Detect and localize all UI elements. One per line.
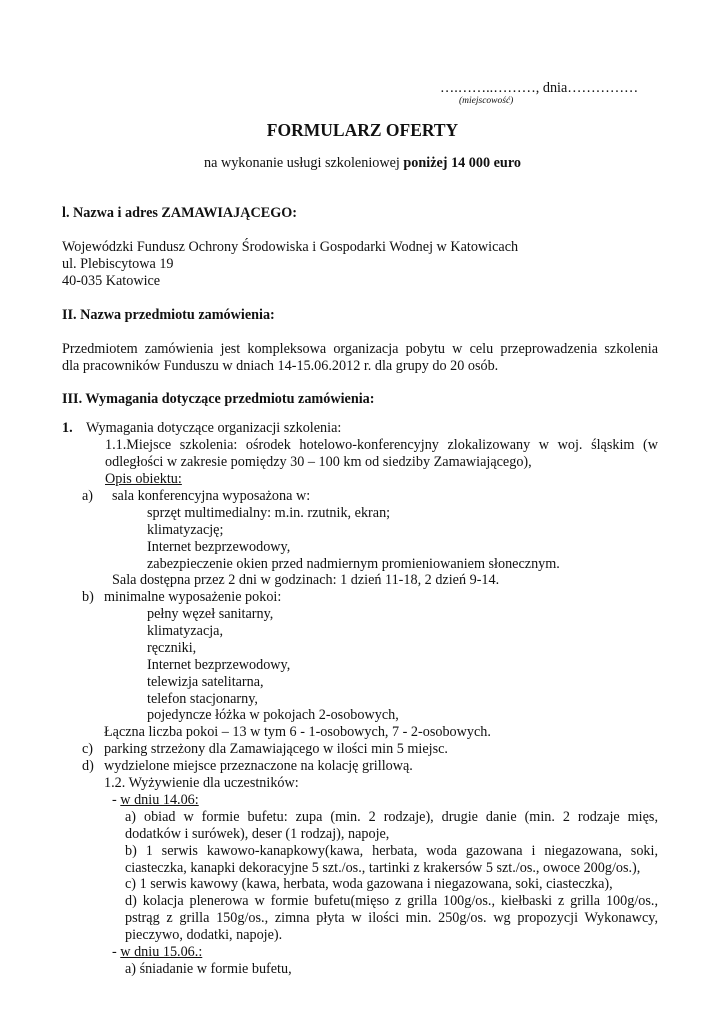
place-label: (miejscowość) bbox=[459, 96, 514, 106]
document-subtitle bbox=[0, 155, 725, 172]
section1-heading: l. Nazwa i adres ZAMAWIAJĄCEGO: bbox=[62, 205, 298, 221]
day1-heading bbox=[112, 792, 199, 809]
section2-heading: II. Nazwa przedmiotu zamówienia: bbox=[62, 307, 275, 323]
section2-line: Przedmiotem zamówienia jest kompleksowa organizacja pobytu w celu przeprowadzenia szkolenia bbox=[62, 341, 658, 357]
day1-item: c) 1 serwis kawowy (kawa, herbata, woda gazowana i niegazowana, soki, ciasteczka), bbox=[125, 876, 613, 892]
item-c-text: parking strzeżony dla Zamawiającego w ilości min 5 miejsc. bbox=[104, 741, 448, 757]
day2-heading bbox=[112, 944, 202, 961]
item-b-entry: telefon stacjonarny, bbox=[147, 691, 258, 707]
object-description-label: Opis obiektu: bbox=[105, 471, 182, 487]
day1-item: dodatków i surówek), deser (1 rodzaj), napoje, bbox=[125, 826, 390, 842]
item-a-entry: zabezpieczenie okien przed nadmiernym promieniowaniem słonecznym. bbox=[147, 556, 560, 572]
day1-label: w dniu 14.06: bbox=[120, 792, 199, 808]
item-a-entry: klimatyzację; bbox=[147, 522, 224, 538]
day1-dash: - bbox=[112, 792, 121, 808]
item-b-label: b) bbox=[82, 589, 94, 605]
day1-item: d) kolacja plenerowa w formie bufetu(mięso z grilla 100g/os., kiełbaski z grilla 100g/os., bbox=[125, 893, 658, 909]
item-b-entry: telewizja satelitarna, bbox=[147, 674, 264, 690]
day1-item: ciasteczka, kanapki dekoracyjne 5 szt./os., tartinki z krakersów 5 szt./os., owoce 200g/os.), bbox=[125, 860, 641, 876]
item-a-entry: Internet bezprzewodowy, bbox=[147, 539, 291, 555]
item-d-text: wydzielone miejsce przeznaczone na kolację grillową. bbox=[104, 758, 413, 774]
section3-heading: III. Wymagania dotyczące przedmiotu zamówienia: bbox=[62, 391, 375, 407]
day1-item: pstrąg z grilla 150g/os., zimna płyta w ilości min. 250g/os. wg propozycji Wykonawcy, bbox=[125, 910, 658, 926]
day2-dash: - bbox=[112, 944, 121, 960]
section1-line: 40-035 Katowice bbox=[62, 273, 161, 289]
subtitle-bold: poniżej 14 000 euro bbox=[403, 155, 521, 171]
item1 bbox=[62, 420, 341, 437]
food-heading: 1.2. Wyżywienie dla uczestników: bbox=[104, 775, 299, 791]
day1-item: a) obiad w formie bufetu: zupa (min. 2 rodzaje), drugie danie (min. 2 rodzaje mięs, bbox=[125, 809, 658, 825]
document-title: FORMULARZ OFERTY bbox=[266, 120, 459, 140]
section1-line: Wojewódzki Fundusz Ochrony Środowiska i Gospodarki Wodnej w Katowicach bbox=[62, 239, 519, 255]
item-b-note: Łączna liczba pokoi – 13 w tym 6 - 1-osobowych, 7 - 2-osobowych. bbox=[104, 724, 491, 740]
item-b-text: minimalne wyposażenie pokoi: bbox=[104, 589, 282, 605]
item-b-entry: ręczniki, bbox=[147, 640, 197, 656]
item-b-entry: pełny węzeł sanitarny, bbox=[147, 606, 274, 622]
item-a-text: sala konferencyjna wyposażona w: bbox=[112, 488, 311, 504]
day1-item: pieczywo, dodatki, napoje). bbox=[125, 927, 283, 943]
section2-line: dla pracowników Funduszu w dniach 14-15.06.2012 r. dla grupy do 20 osób. bbox=[62, 358, 499, 374]
day2-label: w dniu 15.06.: bbox=[120, 944, 203, 960]
item-b-entry: pojedyncze łóżka w pokojach 2-osobowych, bbox=[147, 707, 399, 723]
item-a-note: Sala dostępna przez 2 dni w godzinach: 1 dzień 11-18, 2 dzień 9-14. bbox=[112, 572, 500, 588]
item-a-label: a) bbox=[82, 488, 94, 504]
place-line: 1.1.Miejsce szkolenia: ośrodek hotelowo-konferencyjny zlokalizowany w woj. śląskim (w bbox=[105, 437, 658, 453]
item-d-label: d) bbox=[82, 758, 94, 774]
item1-number: 1. bbox=[62, 420, 73, 436]
subtitle-text: na wykonanie usługi szkoleniowej bbox=[204, 155, 404, 171]
day2-item: a) śniadanie w formie bufetu, bbox=[125, 961, 292, 977]
item-b-entry: klimatyzacja, bbox=[147, 623, 224, 639]
date-line: ….……..………, dnia…………… bbox=[440, 80, 639, 96]
item-a-entry: sprzęt multimedialny: m.in. rzutnik, ekran; bbox=[147, 505, 391, 521]
item-c-label: c) bbox=[82, 741, 94, 757]
place-line: odległości w zakresie pomiędzy 30 – 100 km od siedziby Zamawiającego), bbox=[105, 454, 532, 470]
day1-item: b) 1 serwis kawowo-kanapkowy(kawa, herbata, woda gazowana i niegazowana, soki, bbox=[125, 843, 658, 859]
item1-text: Wymagania dotyczące organizacji szkolenia: bbox=[86, 420, 342, 436]
item-b-entry: Internet bezprzewodowy, bbox=[147, 657, 291, 673]
section1-line: ul. Plebiscytowa 19 bbox=[62, 256, 174, 272]
